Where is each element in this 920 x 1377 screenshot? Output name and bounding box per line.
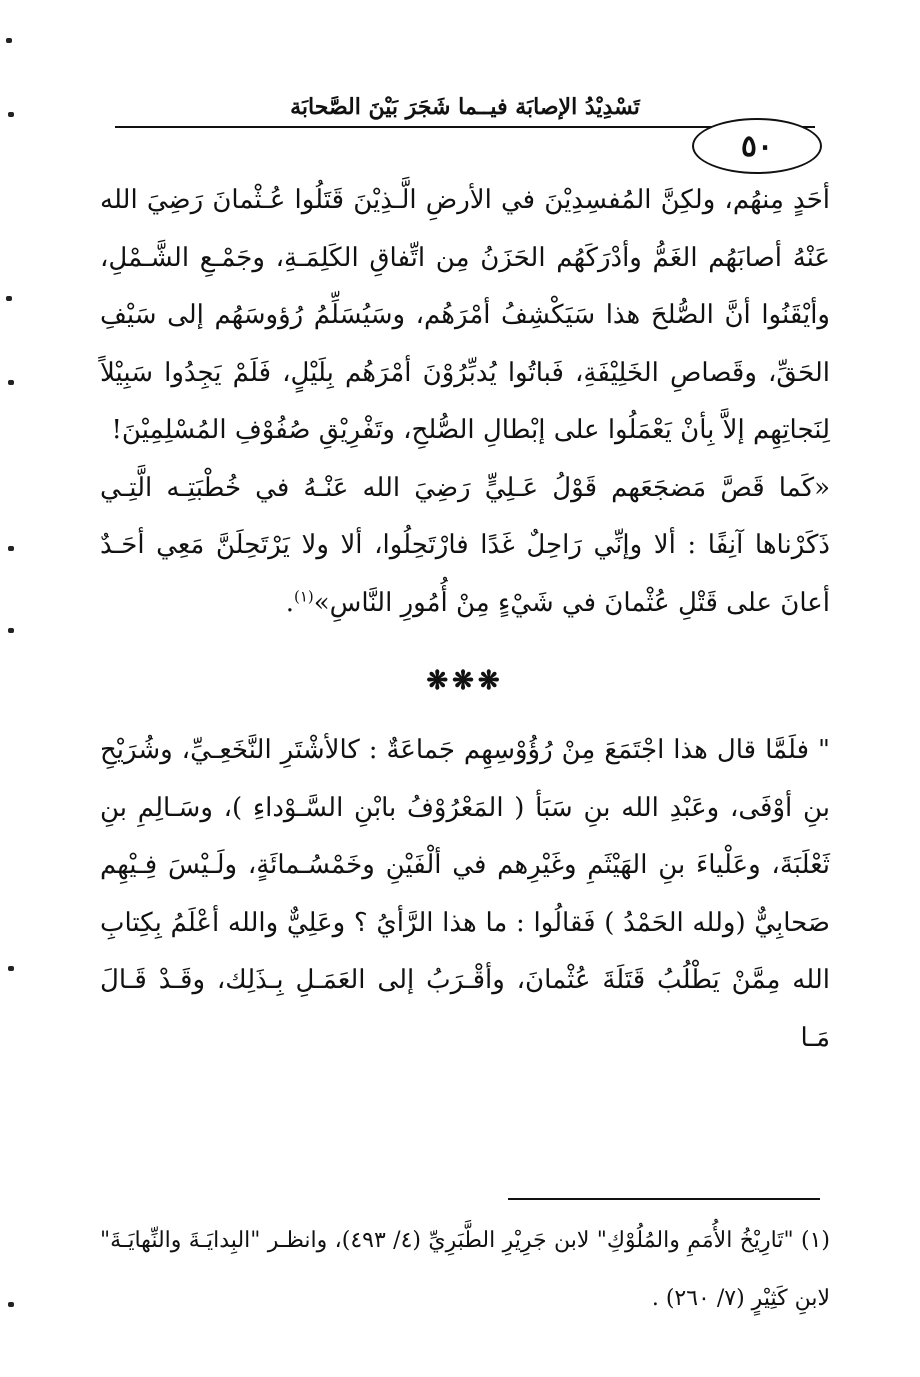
footnote: (١) "تَارِيْخُ الأُمَمِ والمُلُوْكِ" لابن جَرِيْرِ الطَّبَرِيِّ (٤/ ٤٩٣)، وانظـر "البِدايَـةَ والنِّهايَـةَ" لابنِ كَثِيْرٍ (٧/ ٢٦٠) . [100, 1228, 830, 1311]
running-header [115, 90, 815, 128]
paragraph: " فلَمَّا قال هذا اجْتَمَعَ مِنْ رُؤُوْسِهِم جَماعَةٌ : كالأشْتَرِ النَّخَعِـيِّ، وشُرَيْحِ بنِ أوْفَى، وعَبْدِ الله بنِ سَبَأ ( المَعْرُوْفُ بابْنِ السَّـوْداءِ )، وسَـالِمِ بنِ ثَعْلَبَةَ، وعَلْياءَ بنِ الهَيْثَمِ وغَيْرِهم في ألْفَيْنِ وخَمْسُـمائَةٍ، ولَـيْسَ فِـيْهِم صَحابِيٌّ (ولله الحَمْدُ ) فَقالُوا : ما هذا الرَّأيُ ؟ وعَلِيٌّ والله أعْلَمُ بِكِتابِ الله مِمَّنْ يَطْلُبُ قَتَلَةَ عُثْمانَ، وأقْـرَبُ إلى العَمَـلِ بِـذَلِك، وقَـدْ قَـالَ مَـا [100, 735, 830, 1053]
paragraph: أحَدٍ مِنهُم، ولكِنَّ المُفسِدِيْنَ في الأرضِ الَّـذِيْنَ قَتَلُوا عُـثْمانَ رَضِيَ الله عَنْهُ أصابَهُم الغَمُّ وأدْرَكَهُم الحَزَنُ مِن اتِّفاقِ الكَلِمَـةِ، وجَمْـعِ الشَّـمْلِ، وأيْقَنُوا أنَّ الصُّلحَ هذا سَيَكْشِفُ أمْرَهُم، وسَيُسَلِّمُ رُؤوسَهُم إلى سَيْفِ الحَقِّ، وقَصاصِ الخَلِيْفَةِ، فَباتُوا يُدبِّرُوْنَ أمْرَهُم بِلَيْلٍ، فَلَمْ يَجِدُوا سَبِيْلاً لِنَجاتِهِم إلاَّ بِأنْ يَعْمَلُوا على إبْطالِ الصُّلحِ، وتَفْرِيْقِ صُفُوْفِ المُسْلِمِيْنَ! [100, 185, 830, 445]
header-title: تَسْدِيْدُ الإصابَة فيــما شَجَرَ بَيْنَ الصَّحابَة [290, 94, 640, 120]
margin-mark [8, 628, 14, 633]
margin-mark [8, 546, 14, 551]
margin-mark [6, 296, 12, 301]
margin-mark [8, 966, 14, 971]
quote-end: . [285, 587, 294, 618]
paragraph-quote [100, 460, 830, 633]
margin-mark [6, 38, 12, 43]
margin-mark [8, 112, 14, 117]
footnote-divider [508, 1198, 820, 1200]
margin-mark [8, 380, 14, 385]
margin-mark [8, 1302, 14, 1307]
section-separator: ❋❋❋ [426, 666, 504, 696]
page-number: ٥٠ [692, 118, 822, 174]
quote-text: «كَما قَصَّ مَضجَعَهم قَوْلُ عَـلِيٍّ رَضِيَ الله عَنْـهُ في خُطْبَتِـه الَّتِـي ذَكَرْناها آنِفًا : ألا وإنِّي رَاحِلٌ غَدًا فارْتَحِلُوا، ألا ولا يَرْتَحِلَنَّ مَعِي أحَـدٌ أعانَ على قَتْلِ عُثْمانَ في شَيْءٍ مِنْ أُمُورِ النَّاسِ» [100, 472, 830, 618]
main-text [100, 172, 830, 1067]
footnotes [100, 1212, 830, 1328]
footnote-reference: (١) [293, 586, 314, 605]
